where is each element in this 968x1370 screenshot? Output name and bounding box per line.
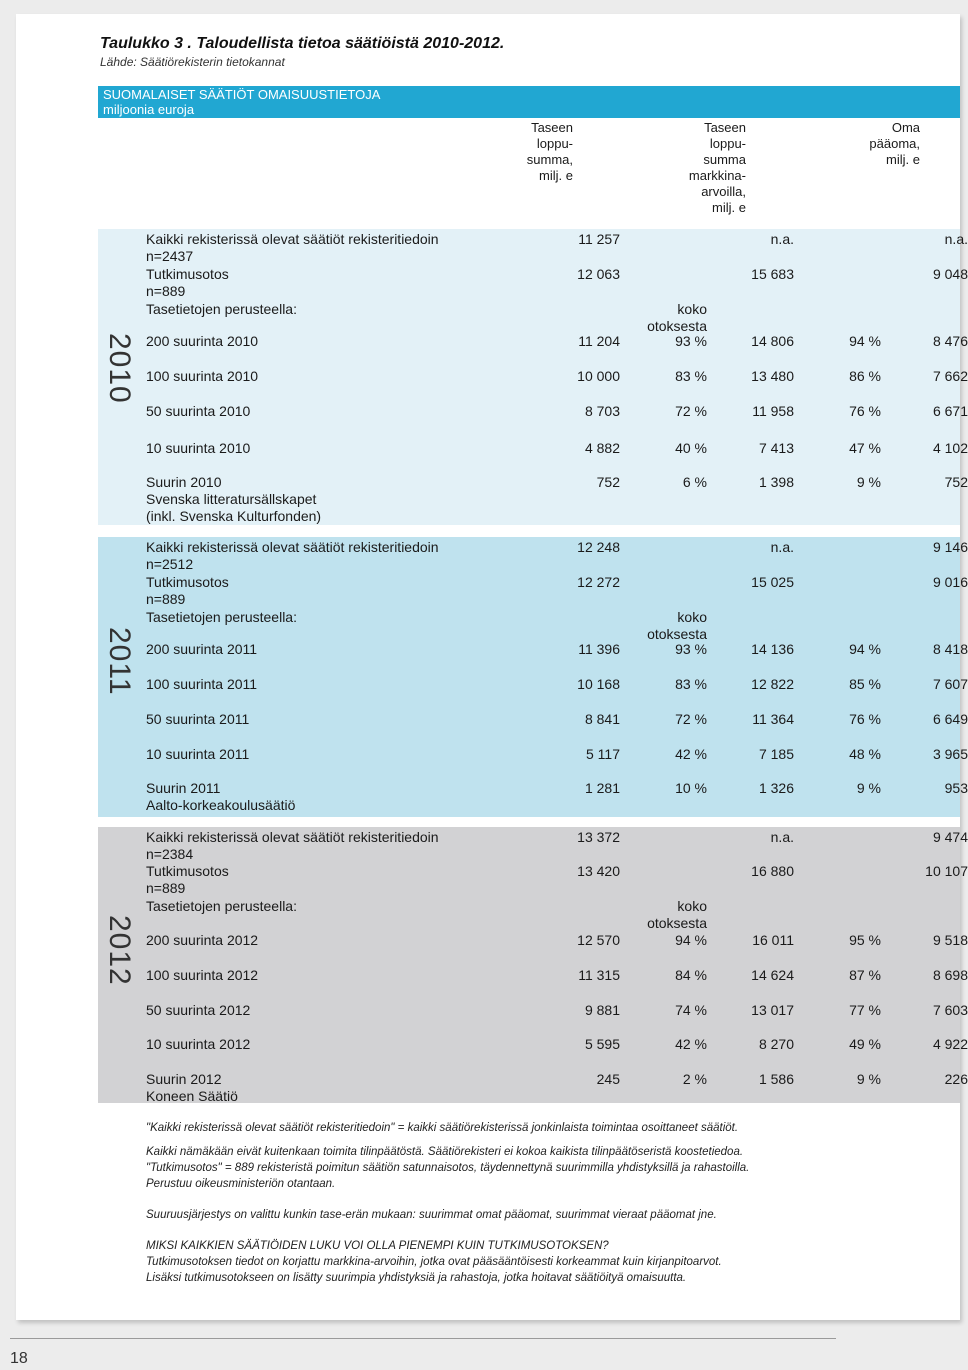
row-label-line: 50 suurinta 2012	[146, 1002, 251, 1018]
column-header-equity	[869, 120, 920, 168]
cell-v2: 1 326	[758, 780, 794, 796]
row-label	[146, 1071, 238, 1105]
cell-p2: 9 %	[856, 474, 881, 490]
row-label-line: Tasetietojen perusteella:	[146, 609, 297, 625]
cell-v1: 11 315	[578, 967, 620, 983]
column-header-line: Taseen	[531, 120, 573, 135]
sample-share-label	[647, 301, 707, 335]
row-label-line: n=2437	[146, 248, 194, 264]
cell-p1: 83 %	[675, 676, 707, 692]
cell-v1: 10 000	[577, 368, 620, 384]
row-label	[146, 1036, 250, 1053]
row-label-line: n=889	[146, 880, 186, 896]
cell-v3: 9 048	[932, 266, 968, 282]
column-header-line: milj. e	[539, 168, 573, 183]
cell-p1: 6 %	[682, 474, 707, 490]
row-label-line: n=889	[146, 591, 186, 607]
row-label-line: n=2512	[146, 556, 194, 572]
cell-v1: 13 420	[577, 863, 620, 879]
row-label	[146, 368, 258, 385]
sample-share-label-line: koko	[677, 609, 707, 625]
cell-v2: 14 624	[751, 967, 794, 983]
cell-v3: 7 662	[932, 368, 968, 384]
row-label-line: 100 suurinta 2012	[146, 967, 259, 983]
row-label-line: 100 suurinta 2011	[146, 676, 258, 692]
column-header-line: markkina-	[688, 168, 746, 183]
sample-share-label-line: koko	[677, 898, 707, 914]
row-label-line: Aalto-korkeakoulusäätiö	[146, 797, 296, 813]
cell-v2: 13 017	[751, 1002, 794, 1018]
cell-v2: 7 185	[758, 746, 794, 762]
row-label	[146, 231, 439, 265]
footnote-line: "Tutkimusotos" = 889 rekisteristä poimitun säätiön satunnaisotos, täydennettynä suurimmilla yhdistyksillä ja rahastoilla.	[146, 1162, 750, 1174]
cell-p1: 93 %	[675, 641, 707, 657]
footnote	[146, 1120, 738, 1136]
cell-v1: 12 570	[577, 932, 620, 948]
row-label-line: Tutkimusotos	[146, 863, 229, 879]
cell-v1: 245	[596, 1071, 620, 1087]
cell-v2: 1 398	[758, 474, 794, 490]
cell-v2: 7 413	[758, 440, 794, 456]
row-label	[146, 746, 249, 763]
row-label	[146, 1002, 250, 1019]
cell-p2: 94 %	[849, 333, 881, 349]
cell-p2: 95 %	[849, 932, 881, 948]
cell-p2: 48 %	[849, 746, 881, 762]
row-label	[146, 574, 229, 608]
table-source: Lähde: Säätiörekisterin tietokannat	[100, 55, 285, 69]
cell-v3: 7 607	[932, 676, 968, 692]
row-label	[146, 539, 439, 573]
row-label-line: Suurin 2010	[146, 474, 222, 490]
cell-v1: 12 272	[577, 574, 620, 590]
cell-v3: 10 107	[925, 863, 968, 879]
column-header-balance-total	[527, 120, 573, 184]
cell-p2: 77 %	[849, 1002, 881, 1018]
banner-heading: SUOMALAISET SÄÄTIÖT OMAISUUSTIETOJA	[103, 87, 381, 102]
cell-v1: 11 257	[578, 231, 620, 247]
cell-v3: 226	[944, 1071, 968, 1087]
cell-v2: 12 822	[751, 676, 794, 692]
cell-p1: 42 %	[675, 746, 707, 762]
row-label-line: Kaikki rekisterissä olevat säätiöt rekisteritiedoin	[146, 829, 439, 845]
cell-v1: 11 396	[578, 641, 620, 657]
column-header-line: pääoma,	[869, 136, 920, 151]
cell-v3: 6 671	[932, 403, 968, 419]
cell-v3: 8 476	[932, 333, 968, 349]
footnote-line: Lisäksi tutkimusotokseen on lisätty suurimpia yhdistyksiä ja rahastoja, jotka hoitavat säätiöityä omaisuutta.	[146, 1272, 687, 1284]
cell-v1: 4 882	[584, 440, 620, 456]
cell-v1: 12 063	[577, 266, 620, 282]
cell-v1: 10 168	[577, 676, 620, 692]
footnote	[146, 1207, 717, 1223]
column-header-line: loppu-	[536, 136, 573, 151]
cell-v2: 14 806	[751, 333, 794, 349]
row-label-line: 200 suurinta 2011	[146, 641, 258, 657]
sample-share-label-line: otoksesta	[647, 318, 707, 334]
footnote-line: "Kaikki rekisterissä olevat säätiöt rekisteritiedoin" = kaikki säätiörekisterissä jonkinlaista toimintaa osoittaneet säätiöt.	[146, 1122, 739, 1134]
footnote-line: MIKSI KAIKKIEN SÄÄTIÖIDEN LUKU VOI OLLA PIENEMPI KUIN TUTKIMUSOTOKSEN?	[146, 1240, 609, 1252]
footnote-line: Suuruusjärjestys on valittu kunkin tase-erän mukaan: suurimmat omat pääomat, suurimmat vieraat pääomat jne.	[146, 1209, 717, 1221]
cell-p1: 74 %	[675, 1002, 707, 1018]
column-header-line: loppu-	[709, 136, 746, 151]
row-label-line: 100 suurinta 2010	[146, 368, 259, 384]
column-header-line: summa,	[526, 152, 573, 167]
row-label-line: 200 suurinta 2010	[146, 333, 259, 349]
cell-v1: 8 841	[584, 711, 620, 727]
footnote-line: Kaikki nämäkään eivät kuitenkaan toimita tilinpäätöstä. Säätiörekisteri ei kokoa kaikista tilinpäätöseristä koostetiedoa.	[146, 1146, 744, 1158]
cell-v2: n.a.	[770, 231, 794, 247]
year-label: 2011	[103, 627, 136, 696]
cell-p2: 87 %	[849, 967, 881, 983]
year-label: 2010	[103, 333, 136, 404]
cell-v3: 3 965	[932, 746, 968, 762]
cell-v3: 9 518	[932, 932, 968, 948]
cell-v3: n.a.	[944, 231, 968, 247]
row-label	[146, 403, 250, 420]
cell-v1: 5 117	[586, 746, 620, 762]
column-header-line: milj. e	[886, 152, 920, 167]
footer-rule	[10, 1338, 836, 1339]
column-header-market-value	[684, 120, 746, 216]
section-2012	[98, 827, 968, 1104]
cell-p2: 49 %	[849, 1036, 881, 1052]
cell-v1: 8 703	[584, 403, 620, 419]
footnote	[146, 1144, 749, 1192]
cell-v1: 9 881	[584, 1002, 620, 1018]
cell-v2: 13 480	[751, 368, 794, 384]
cell-p1: 93 %	[675, 333, 707, 349]
row-label	[146, 711, 249, 728]
cell-p2: 47 %	[849, 440, 881, 456]
row-label-line: Tasetietojen perusteella:	[146, 898, 297, 914]
row-label	[146, 898, 297, 915]
cell-v3: 4 922	[932, 1036, 968, 1052]
cell-v1: 11 204	[578, 333, 620, 349]
sample-share-label	[647, 609, 707, 643]
cell-p2: 9 %	[856, 780, 881, 796]
row-label-line: 10 suurinta 2012	[146, 1036, 251, 1052]
cell-p2: 86 %	[849, 368, 881, 384]
cell-v3: 9 474	[932, 829, 968, 845]
row-label	[146, 863, 229, 897]
row-label-line: Koneen Säätiö	[146, 1088, 238, 1104]
cell-p1: 84 %	[675, 967, 707, 983]
cell-p2: 94 %	[849, 641, 881, 657]
cell-p1: 40 %	[675, 440, 707, 456]
cell-p2: 85 %	[849, 676, 881, 692]
row-label	[146, 440, 250, 457]
column-header-line: Taseen	[704, 120, 746, 135]
column-header-line: milj. e	[712, 200, 746, 215]
row-label	[146, 676, 257, 693]
row-label	[146, 609, 297, 626]
banner-unit: miljoonia euroja	[103, 102, 195, 117]
year-label: 2012	[103, 915, 136, 986]
cell-p2: 9 %	[856, 1071, 881, 1087]
column-header-line: summa	[703, 152, 746, 167]
cell-v3: 9 016	[932, 574, 968, 590]
cell-v2: 14 136	[751, 641, 794, 657]
cell-p2: 76 %	[849, 403, 881, 419]
cell-p2: 76 %	[849, 711, 881, 727]
sample-share-label-line: otoksesta	[647, 915, 707, 931]
row-label	[146, 967, 258, 984]
cell-v2: 11 958	[752, 403, 794, 419]
cell-v2: 11 364	[752, 711, 794, 727]
row-label-line: Tasetietojen perusteella:	[146, 301, 297, 317]
cell-p1: 94 %	[675, 932, 707, 948]
row-label	[146, 780, 295, 814]
cell-v3: 9 146	[932, 539, 968, 555]
row-label-line: (inkl. Svenska Kulturfonden)	[146, 508, 322, 524]
row-label	[146, 301, 297, 318]
table-banner	[98, 86, 960, 118]
sample-share-label-line: otoksesta	[647, 626, 707, 642]
cell-v2: 15 025	[751, 574, 794, 590]
cell-v2: n.a.	[770, 829, 794, 845]
sample-share-label	[647, 898, 707, 932]
cell-v2: 1 586	[758, 1071, 794, 1087]
cell-v1: 5 595	[584, 1036, 620, 1052]
row-label-line: Kaikki rekisterissä olevat säätiöt rekisteritiedoin	[146, 231, 439, 247]
row-label-line: n=2384	[146, 846, 194, 862]
row-label	[146, 474, 321, 525]
page-number: 18	[10, 1350, 28, 1367]
cell-v3: 8 418	[932, 641, 968, 657]
row-label-line: Suurin 2011	[146, 780, 221, 796]
cell-v1: 752	[596, 474, 620, 490]
section-2010	[98, 229, 968, 525]
cell-v2: 16 880	[751, 863, 794, 879]
cell-v3: 953	[944, 780, 968, 796]
cell-v3: 4 102	[932, 440, 968, 456]
cell-v1: 12 248	[577, 539, 620, 555]
table-title: Taulukko 3 . Taloudellista tietoa säätiöistä 2010-2012.	[100, 35, 505, 52]
row-label	[146, 266, 229, 300]
cell-p1: 72 %	[675, 403, 707, 419]
cell-p1: 2 %	[682, 1071, 707, 1087]
row-label-line: 200 suurinta 2012	[146, 932, 259, 948]
cell-v3: 752	[944, 474, 968, 490]
section-2011	[98, 537, 968, 817]
row-label	[146, 932, 258, 949]
cell-p1: 42 %	[675, 1036, 707, 1052]
cell-v2: 8 270	[758, 1036, 794, 1052]
row-label	[146, 641, 257, 658]
cell-p1: 83 %	[675, 368, 707, 384]
row-label-line: 10 suurinta 2010	[146, 440, 251, 456]
sample-share-label-line: koko	[677, 301, 707, 317]
row-label-line: n=889	[146, 283, 186, 299]
cell-p1: 72 %	[675, 711, 707, 727]
row-label-line: Svenska litteratursällskapet	[146, 491, 317, 507]
cell-v2: 16 011	[752, 932, 794, 948]
footnote	[146, 1238, 722, 1286]
column-header-line: arvoilla,	[701, 184, 746, 199]
cell-v2: n.a.	[770, 539, 794, 555]
column-header-line: Oma	[891, 120, 920, 135]
cell-v1: 13 372	[577, 829, 620, 845]
row-label-line: Tutkimusotos	[146, 266, 229, 282]
row-label-line: 10 suurinta 2011	[146, 746, 250, 762]
row-label	[146, 333, 258, 350]
row-label-line: 50 suurinta 2011	[146, 711, 250, 727]
row-label	[146, 829, 439, 863]
footnote-line: Perustuu oikeusministeriön otantaan.	[146, 1178, 336, 1190]
cell-v3: 7 603	[932, 1002, 968, 1018]
cell-p1: 10 %	[675, 780, 707, 796]
row-label-line: Tutkimusotos	[146, 574, 229, 590]
cell-v3: 6 649	[932, 711, 968, 727]
row-label-line: Kaikki rekisterissä olevat säätiöt rekisteritiedoin	[146, 539, 439, 555]
row-label-line: 50 suurinta 2010	[146, 403, 251, 419]
row-label-line: Suurin 2012	[146, 1071, 222, 1087]
cell-v1: 1 281	[584, 780, 620, 796]
footnote-line: Tutkimusotoksen tiedot on korjattu markkina-arvoihin, jotka ovat pääsääntöisesti korkeammat kuin kirjanpitoarvot.	[146, 1256, 722, 1268]
cell-v3: 8 698	[932, 967, 968, 983]
cell-v2: 15 683	[751, 266, 794, 282]
